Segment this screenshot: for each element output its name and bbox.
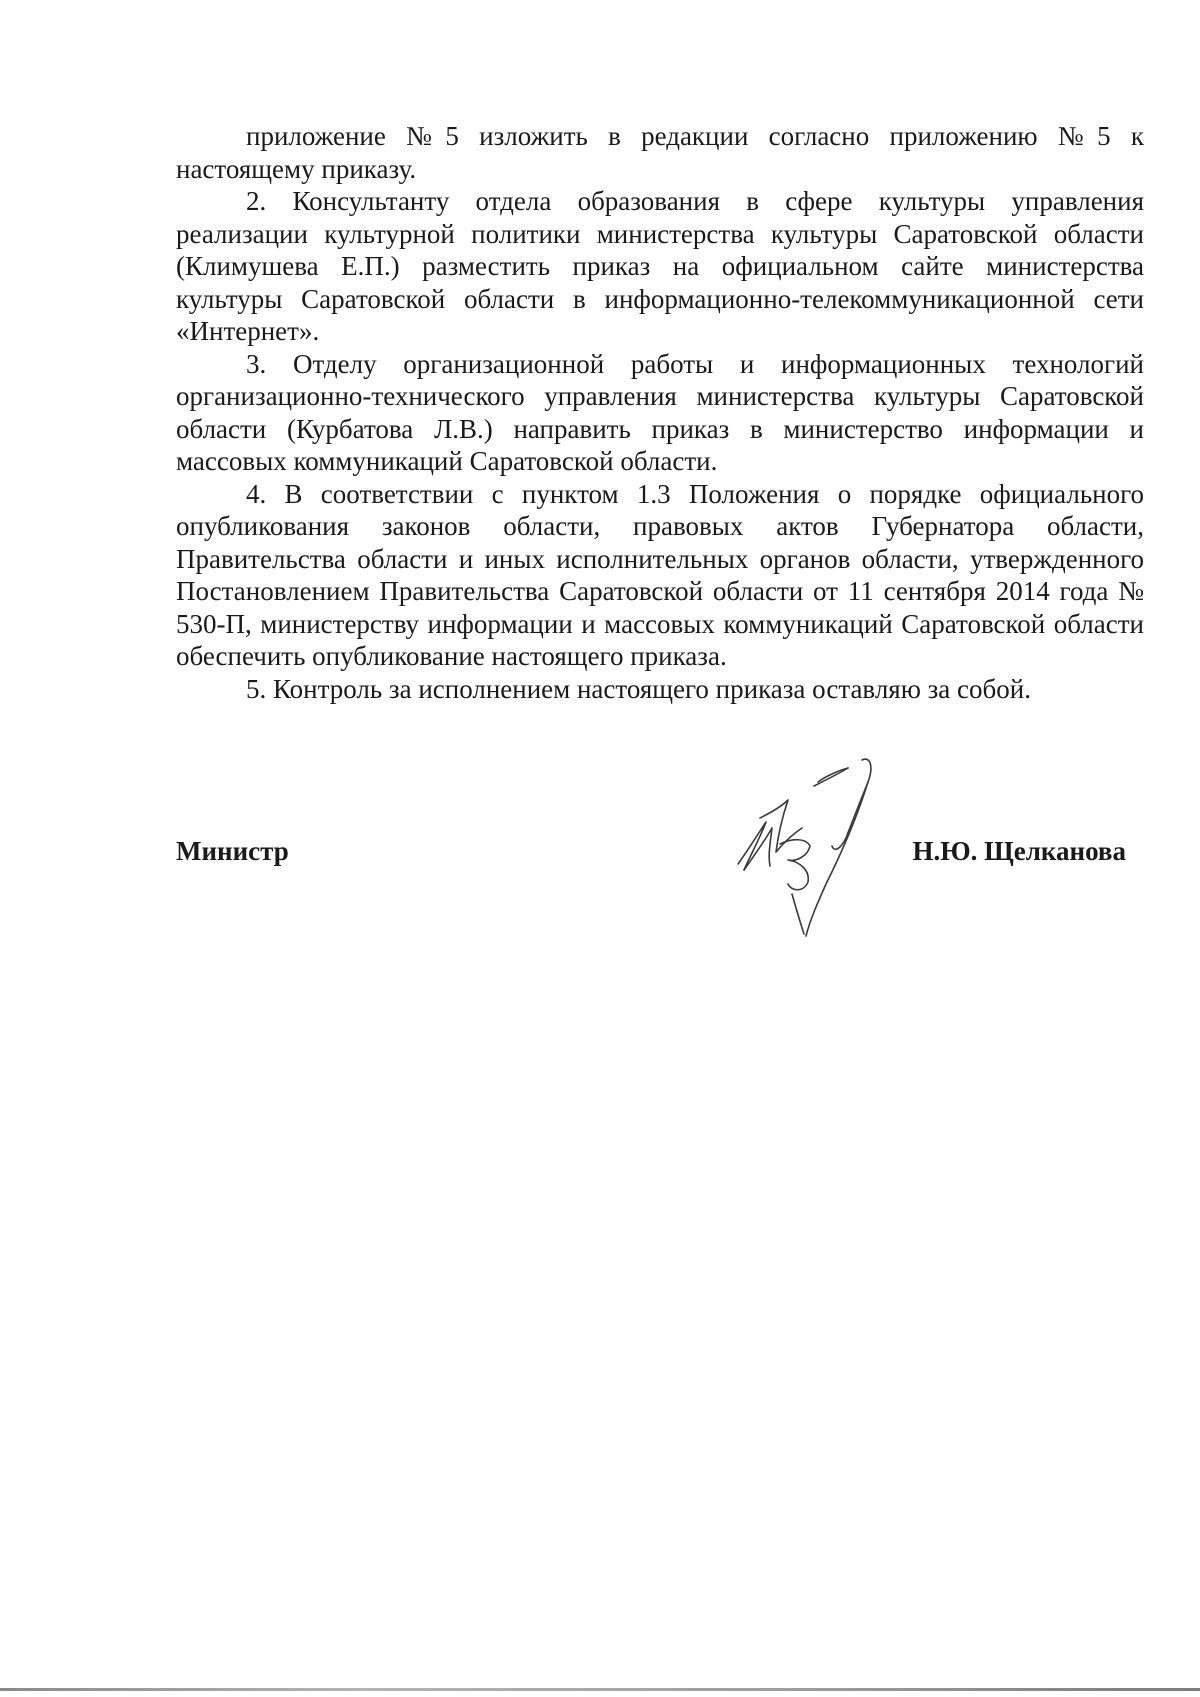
paragraph-item-3: 3. Отделу организационной работы и информационных технологий организационно-технического управления министерства культуры Саратовской области (Курбатова Л.В.) направить приказ в министерство информации и массовых коммуникаций Саратовской области. [176,348,1144,476]
page-bottom-edge [0,1688,1200,1691]
paragraph-item-2: 2. Консультанту отдела образования в сфере культуры управления реализации культурной политики министерства культуры Саратовской области (Климушева Е.П.) разместить приказ на официальном сайте министерства культуры Саратовской области в информационно-телекоммуникационной сети «Интернет». [176,186,1144,346]
paragraph-item-5: 5. Контроль за исполнением настоящего приказа оставляю за собой. [246,673,1031,704]
paragraph-item-4: 4. В соответствии с пунктом 1.3 Положения о порядке официального опубликования законов области, правовых актов Губернатора области, Правительства области и иных исполнительных органов области, утвержденного Постановлением Правительства Саратовской области от 11 сентября 2014 года № 530-П, министерству информации и массовых коммуникаций Саратовской области обеспечить опубликование настоящего приказа. [176,478,1144,671]
document-body [176,120,1144,705]
signer-position: Министр [176,836,289,866]
paragraph-appendix-5: приложение №5 изложить в редакции согласно приложению №5 к настоящему приказу. [176,121,1144,184]
handwritten-signature [730,752,900,942]
signer-name: Н.Ю. Щелканова [912,836,1126,866]
signature-block [176,836,1126,876]
